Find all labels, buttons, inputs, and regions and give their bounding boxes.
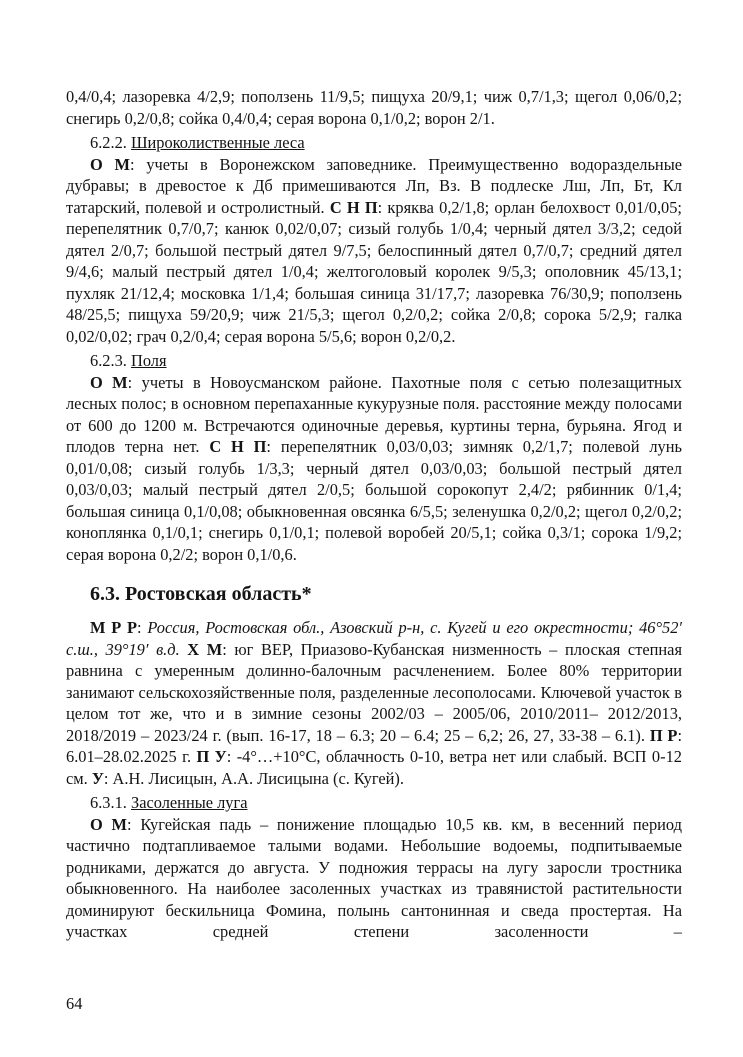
heading-6-3-1 [66,792,682,814]
heading-6-2-2 [66,132,682,154]
paragraph-om-6-2-2 [66,154,682,348]
paragraph-mrr-6-3 [66,617,682,789]
text-u: : А.Н. Лисицын, А.А. Лисицына (с. Кугей). [103,768,404,788]
label-om: О М [90,372,128,392]
heading-6-3-1-title: Засоленные луга [130,793,248,812]
heading-6-2-2-number: 6.2.2. [90,133,131,152]
text-mrr-location: Россия, Ростовская обл., Азовский р-н, с. Кугей и его окрестности; 46°52′ с.ш., 39°19′ в.д. [66,618,682,659]
heading-6-3-1-number: 6.3.1. [90,793,131,812]
text-hm: : юг ВЕР, Приазово-Кубанская низменность – плоская степная равнина с умеренным долинно-балочным расчленением. Более 80% территории занимают сельскохозяйственные поля, разделенные лесополосами. Ключевой участок в целом тот же, что и в зимние сезоны 2002/03 – 2005/06, 2010/2011– 2012/2013, 2018/2019 – 2023/24 г. (вып. 16-17, 18 – 6.3; 20 – 6.4; 25 – 6,2; 26, 27, 33-38 – 6.1). [66,639,682,745]
heading-6-2-2-title: Широколиственные леса [130,133,305,152]
label-pu: П У [196,747,227,766]
label-u: У [91,768,104,788]
label-hm: Х М [187,639,223,659]
label-pr: П Р [649,725,678,745]
label-om: О М [90,814,127,834]
label-om: О М [90,154,130,174]
text-om-6-3-1: : Кугейская падь – понижение площадью 10,5 кв. км, в весенний период частично подтапливаемое талыми водами. Небольшие водоемы, подпитываемые родниками, держатся до августа. У подножия террасы на лугу заросли тростника обыкновенного. На наиболее засоленных участках из травянистой растительности доминируют бескильница Фомина, полынь сантонинная и сведа простертая. На участках средней степени засоленности – [66,814,682,941]
label-mrr: М Р Р [90,618,138,637]
paragraph-om-6-2-3 [66,372,682,566]
heading-6-2-3 [66,350,682,372]
text-snp-6-2-3: : перепелятник 0,03/0,03; зимняк 0,2/1,7; полевой лунь 0,01/0,08; сизый голубь 1/3,3; черный дятел 0,03/0,03; большой пестрый дятел 0,03/0,03; малый пестрый дятел 2/0,5; большой сорокопут 2,4/2; рябинник 0/1,4; большая синица 0,1/0,08; обыкновенная овсянка 6/5,5; зеленушка 0,2/0,2; щегол 0,2/0,2; коноплянка 0,1/0,1; снегирь 0,1/0,1; полевой воробей 20/5,1; сойка 0,3/1; сорока 1/9,2; серая ворона 0,2/2; ворон 0,1/0,6. [66,437,682,564]
text-mrr-colon: : [137,618,148,637]
heading-6-2-3-title: Поля [130,351,167,370]
text-om-6-2-2: : учеты в Воронежском заповеднике. Преимущественно водораздельные дубравы; в древостое к Дб примешиваются Лп, Вз. В подлеске Лш, Лп, Бт, Кл татарский, полевой и остролистный. [66,154,682,217]
paragraph-om-6-3-1 [66,814,682,943]
label-snp: С Н П [329,197,378,217]
heading-6-3: 6.3. Ростовская область* [90,583,312,605]
page-content [66,86,682,943]
heading-6-2-3-number: 6.2.3. [90,351,131,370]
page-number: 64 [66,994,83,1013]
text-pr: : 6.01–28.02.2025 г. [66,725,683,766]
label-snp: С Н П [209,437,267,456]
text-pu: : -4°…+10°С, облачность 0-10, ветра нет или слабый. ВСП 0-12 см. [66,747,682,788]
text-snp-6-2-2: : кряква 0,2/1,8; орлан белохвост 0,01/0,05; перепелятник 0,7/0,7; канюк 0,02/0,07; сизый голубь 1/0,4; черный дятел 3/3,2; седой дятел 2/0,7; большой пестрый дятел 9/7,5; белоспинный дятел 0,7/0,7; средний дятел 9/4,6; малый пестрый дятел 1/0,4; желтоголовый королек 9/5,3; ополовник 45/13,1; пухляк 21/12,4; московка 1/1,4; большая синица 31/17,7; лазоревка 76/30,9; поползень 48/25,5; пищуха 59/20,9; чиж 21/5,3; щегол 0,2/0,2; сойка 2/0,8; сорока 5/2,9; галка 0,02/0,02; грач 0,2/0,4; серая ворона 5/5,6; ворон 0,2/0,2. [66,197,682,346]
text-om-6-2-3: : учеты в Новоусманском районе. Пахотные поля с сетью полезащитных лесных полос; в основном перепаханные кукурузные поля. расстояние между полосами от 600 до 1200 м. Встречаются одиночные деревья, куртины терна, бурьяна. Ягод и плодов терна нет. [66,372,682,456]
paragraph-continuation: 0,4/0,4; лазоревка 4/2,9; поползень 11/9,5; пищуха 20/9,1; чиж 0,7/1,3; щегол 0,06/0,2; снегирь 0,2/0,8; сойка 0,4/0,4; серая ворона 0,1/0,2; ворон 2/1. [66,87,682,128]
